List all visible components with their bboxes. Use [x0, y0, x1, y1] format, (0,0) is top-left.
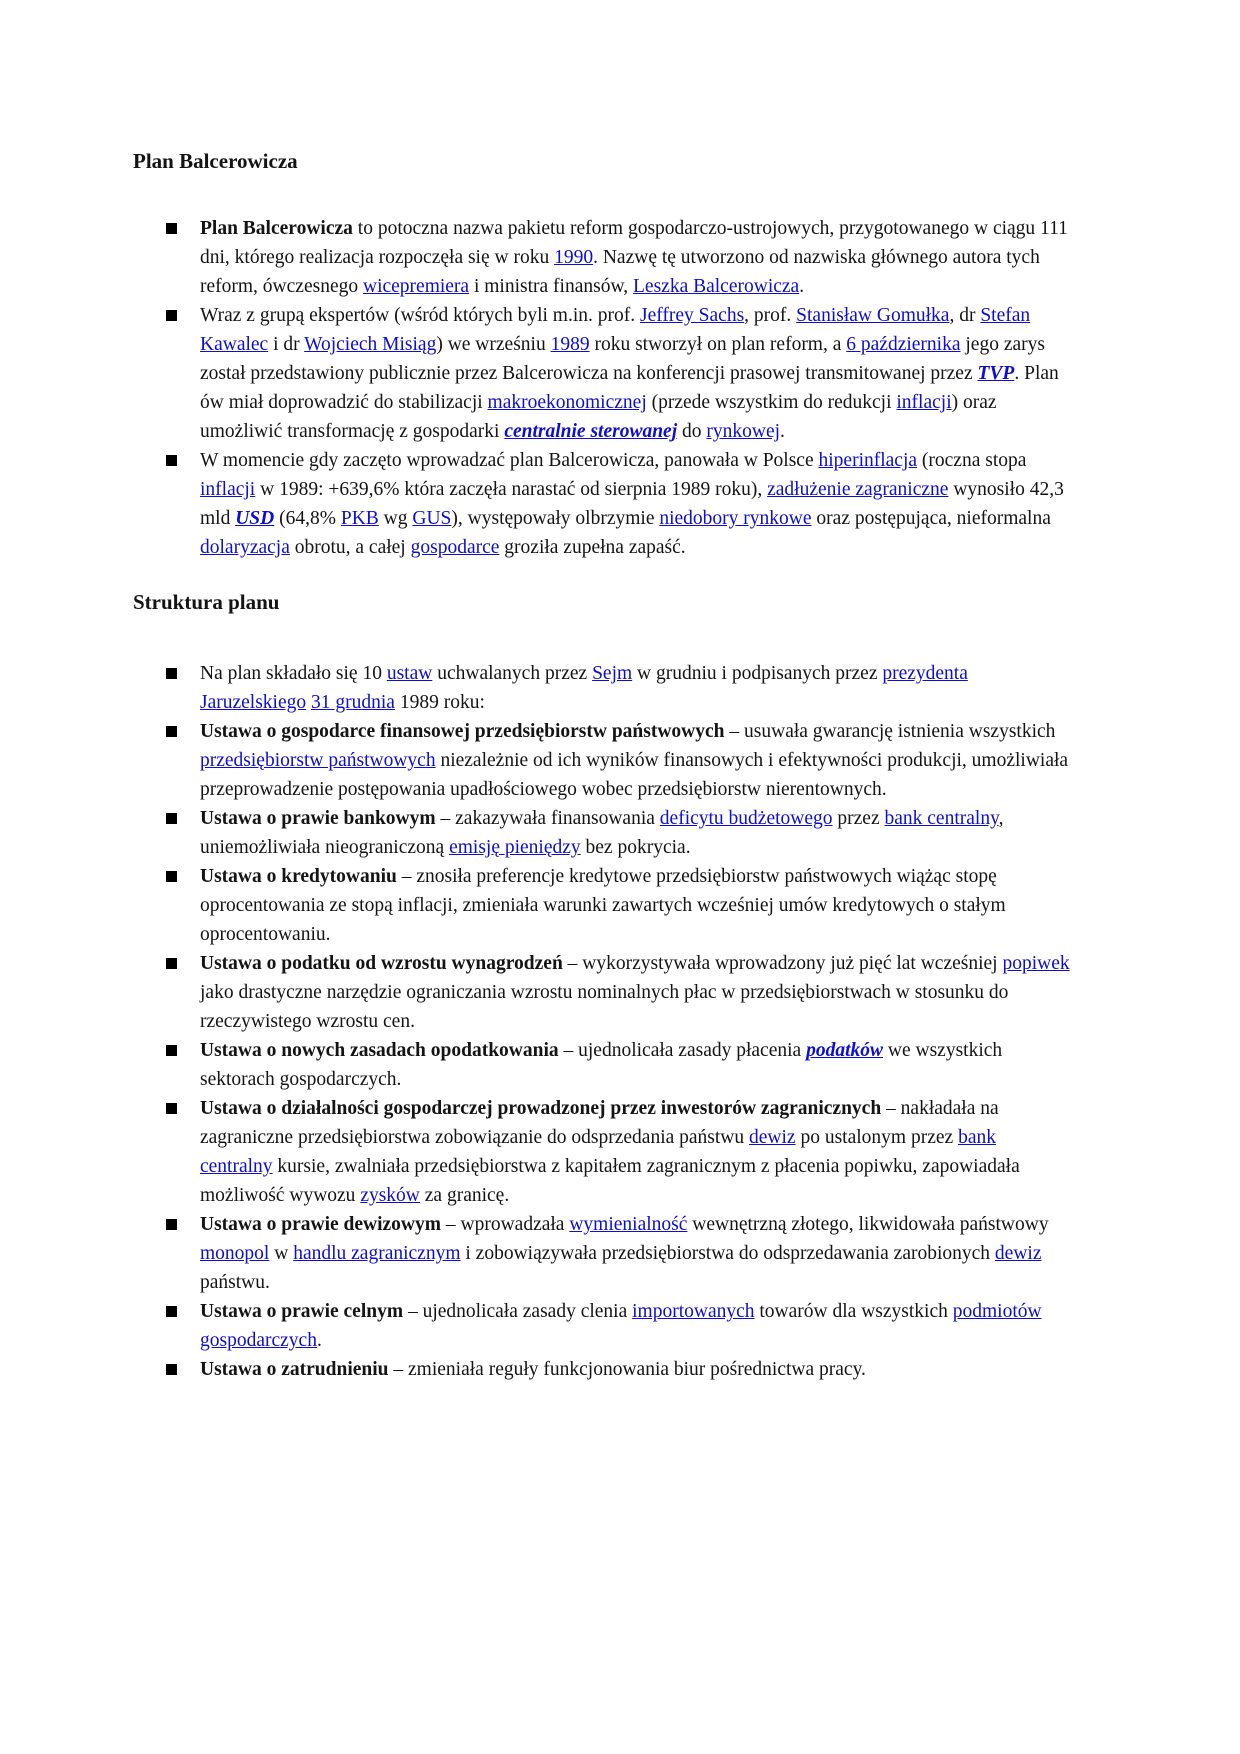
- hyperlink[interactable]: wymienialność: [569, 1214, 688, 1235]
- hyperlink[interactable]: GUS: [412, 508, 452, 529]
- hyperlink[interactable]: przedsiębiorstw państwowych: [200, 750, 436, 771]
- hyperlink[interactable]: rynkowej: [706, 421, 781, 442]
- text-segment: – wprowadzała: [441, 1214, 570, 1235]
- bullet-square-icon: [166, 1306, 177, 1317]
- text-segment: jako drastyczne narzędzie ograniczania wzrostu nominalnych płac w przedsiębiorstwach w stosunku do rzeczywistego wzrostu cen.: [200, 982, 1009, 1032]
- hyperlink[interactable]: dolaryzacja: [200, 537, 290, 558]
- text-segment: – wykorzystywała wprowadzony już pięć lat wcześniej: [562, 953, 1003, 974]
- hyperlink[interactable]: popiwek: [1002, 953, 1070, 974]
- list-item: [133, 1094, 1180, 1210]
- bullet-square-icon: [166, 1103, 177, 1114]
- bullet-list: [133, 214, 1180, 562]
- text-segment: niezależnie od ich wyników finansowych i efektywności produkcji, umożliwiała przeprowadzenie postępowania upadłościowego wobec przedsiębiorstw nierentownych.: [200, 750, 1069, 800]
- hyperlink[interactable]: 1989: [550, 334, 590, 355]
- bold-text: Ustawa o podatku od wzrostu wynagrodzeń: [200, 953, 563, 974]
- bullet-square-icon: [166, 310, 177, 321]
- text-segment: wg: [378, 508, 413, 529]
- hyperlink[interactable]: monopol: [200, 1243, 270, 1264]
- bold-text: Ustawa o działalności gospodarczej prowadzonej przez inwestorów zagranicznych: [200, 1098, 882, 1119]
- hyperlink[interactable]: 6 października: [846, 334, 961, 355]
- text-segment: Na plan składało się 10: [200, 663, 387, 684]
- hyperlink[interactable]: bank centralny: [884, 808, 999, 829]
- text-segment: – zmieniała reguły funkcjonowania biur pośrednictwa pracy.: [388, 1359, 866, 1380]
- text-segment: . Nazwę tę utworzono od nazwiska głównego autora tych reform, ówczesnego: [200, 247, 1040, 297]
- hyperlink[interactable]: dewiz: [749, 1127, 796, 1148]
- text-segment: i zobowiązywała przedsiębiorstwa do odsprzedawania zarobionych: [460, 1243, 995, 1264]
- hyperlink[interactable]: podatków: [806, 1040, 884, 1061]
- text-segment: oraz postępująca, nieformalna: [811, 508, 1051, 529]
- text-segment: do: [677, 421, 707, 442]
- text-segment: , dr: [949, 305, 981, 326]
- hyperlink[interactable]: Sejm: [592, 663, 633, 684]
- text-segment: .: [316, 1330, 322, 1351]
- hyperlink[interactable]: Jaruzelskiego: [200, 692, 307, 713]
- bullet-square-icon: [166, 1045, 177, 1056]
- hyperlink[interactable]: deficytu budżetowego: [659, 808, 833, 829]
- list-item-text: [200, 1210, 1070, 1297]
- text-segment: (roczna stopa: [917, 450, 1027, 471]
- bullet-square-icon: [166, 871, 177, 882]
- list-item-text: [200, 446, 1070, 562]
- bullet-square-icon: [166, 958, 177, 969]
- text-segment: 1989 roku:: [394, 692, 485, 713]
- hyperlink[interactable]: hiperinflacja: [818, 450, 918, 471]
- text-segment: – nakładała na zagraniczne przedsiębiorstwa zobowiązanie do odsprzedania państwu: [200, 1098, 999, 1148]
- bold-text: Ustawa o zatrudnieniu: [200, 1359, 389, 1380]
- text-segment: . Plan ów miał doprowadzić do stabilizacji: [200, 363, 1059, 413]
- hyperlink[interactable]: zysków: [360, 1185, 420, 1206]
- hyperlink[interactable]: dewiz: [994, 1243, 1042, 1264]
- hyperlink[interactable]: podmiotów gospodarczych: [200, 1301, 1042, 1351]
- bold-text: Ustawa o prawie bankowym: [200, 808, 436, 829]
- text-segment: – usuwała gwarancję istnienia wszystkich: [724, 721, 1056, 742]
- text-segment: – ujednolicała zasady clenia: [403, 1301, 633, 1322]
- text-segment: W momencie gdy zaczęto wprowadzać plan Balcerowicza, panowała w Polsce: [200, 450, 819, 471]
- bullet-square-icon: [166, 813, 177, 824]
- hyperlink[interactable]: makroekonomicznej: [487, 392, 647, 413]
- text-segment: (64,8%: [274, 508, 341, 529]
- list-item: [133, 804, 1180, 862]
- list-item-text: [200, 717, 1070, 804]
- hyperlink[interactable]: handlu zagranicznym: [293, 1243, 461, 1264]
- text-segment: – znosiła preferencje kredytowe przedsiębiorstw państwowych wiążąc stopę oprocentowania ze stopą inflacji, zmieniała warunki zawartych wcześniej umów kredytowych o stałym oprocentowaniu.: [200, 866, 1006, 945]
- text-segment: obrotu, a całej: [289, 537, 411, 558]
- text-segment: po ustalonym przez: [795, 1127, 959, 1148]
- hyperlink[interactable]: 31 grudnia: [311, 692, 395, 713]
- hyperlink[interactable]: inflacji: [200, 479, 256, 500]
- text-segment: .: [799, 276, 805, 297]
- list-item: [133, 659, 1180, 717]
- text-segment: (przede wszystkim do redukcji: [646, 392, 897, 413]
- hyperlink[interactable]: 1990: [554, 247, 594, 268]
- hyperlink[interactable]: inflacji: [896, 392, 952, 413]
- list-item: [133, 1210, 1180, 1297]
- bold-text: Ustawa o gospodarce finansowej przedsiębiorstw państwowych: [200, 721, 725, 742]
- text-segment: i dr: [268, 334, 305, 355]
- hyperlink[interactable]: prezydenta: [882, 663, 968, 684]
- bullet-square-icon: [166, 726, 177, 737]
- list-item: [133, 446, 1180, 562]
- list-item: [133, 1036, 1180, 1094]
- hyperlink[interactable]: gospodarce: [410, 537, 500, 558]
- text-segment: , uniemożliwiała nieograniczoną: [200, 808, 1004, 858]
- text-segment: ) we wrześniu: [436, 334, 551, 355]
- hyperlink[interactable]: wicepremiera: [362, 276, 470, 297]
- text-segment: to potoczna nazwa pakietu reform gospodarczo-ustrojowych, przygotowanego w ciągu 111 dni, którego realizacja rozpoczęła się w roku: [200, 218, 1068, 268]
- list-item: [133, 862, 1180, 949]
- text-segment: , prof.: [744, 305, 797, 326]
- list-item-text: [200, 949, 1070, 1036]
- list-item: [133, 301, 1180, 446]
- list-item-text: [200, 1036, 1070, 1094]
- list-item: [133, 717, 1180, 804]
- text-segment: państwu.: [200, 1272, 270, 1293]
- hyperlink[interactable]: bank centralny: [200, 1127, 996, 1177]
- list-item-text: [200, 659, 1070, 717]
- hyperlink[interactable]: ustaw: [386, 663, 433, 684]
- text-segment: przez: [832, 808, 885, 829]
- bullet-square-icon: [166, 1364, 177, 1375]
- hyperlink[interactable]: TVP: [977, 363, 1015, 384]
- hyperlink[interactable]: PKB: [340, 508, 379, 529]
- bold-text: Ustawa o nowych zasadach opodatkowania: [200, 1040, 559, 1061]
- hyperlink[interactable]: niedobory rynkowe: [659, 508, 812, 529]
- list-item: [133, 949, 1180, 1036]
- section-heading: Struktura planu: [133, 590, 280, 614]
- bullet-square-icon: [166, 668, 177, 679]
- page-title: Plan Balcerowicza: [133, 149, 298, 173]
- hyperlink[interactable]: Stanisław Gomułka: [796, 305, 950, 326]
- hyperlink[interactable]: Leszka Balcerowicza: [633, 276, 800, 297]
- hyperlink[interactable]: Stefan Kawalec: [200, 305, 1031, 355]
- text-segment: i ministra finansów,: [469, 276, 634, 297]
- text-segment: kursie, zwalniała przedsiębiorstwa z kapitałem zagranicznym z płacenia popiwku, zapowiadała możliwość wywozu: [200, 1156, 1020, 1206]
- hyperlink[interactable]: Wojciech Misiąg: [304, 334, 437, 355]
- bold-text: Ustawa o kredytowaniu: [200, 866, 397, 887]
- text-segment: – ujednolicała zasady płacenia: [558, 1040, 807, 1061]
- bold-text: Plan Balcerowicza: [200, 218, 353, 239]
- text-segment: roku stworzył on plan reform, a: [589, 334, 847, 355]
- bold-text: Ustawa o prawie celnym: [200, 1301, 404, 1322]
- text-segment: Wraz z grupą ekspertów (wśród których byli m.in. prof.: [200, 305, 641, 326]
- text-segment: groziła zupełna zapaść.: [499, 537, 686, 558]
- section-struktura-planu: [133, 591, 1180, 1384]
- text-segment: towarów dla wszystkich: [754, 1301, 953, 1322]
- list-item-text: [200, 214, 1070, 301]
- list-item-text: [200, 862, 1070, 949]
- section-plan-balcerowicza: [133, 150, 1180, 562]
- text-segment: jego zarys został przedstawiony publicznie przez Balcerowicza na konferencji prasowej transmitowanej przez: [200, 334, 1045, 384]
- hyperlink[interactable]: USD: [235, 508, 275, 529]
- hyperlink[interactable]: emisję pieniędzy: [449, 837, 581, 858]
- text-segment: wynosiło 42,3 mld: [200, 479, 1064, 529]
- bullet-square-icon: [166, 455, 177, 466]
- bullet-square-icon: [166, 223, 177, 234]
- bullet-list: [133, 659, 1180, 1384]
- bullet-square-icon: [166, 1219, 177, 1230]
- text-segment: uchwalanych przez: [432, 663, 593, 684]
- text-segment: bez pokrycia.: [580, 837, 691, 858]
- hyperlink[interactable]: Jeffrey Sachs: [640, 305, 745, 326]
- text-segment: w: [269, 1243, 294, 1264]
- hyperlink[interactable]: zadłużenie zagraniczne: [767, 479, 949, 500]
- hyperlink[interactable]: importowanych: [632, 1301, 755, 1322]
- list-item-text: [200, 1297, 1070, 1355]
- text-segment: .: [780, 421, 785, 442]
- text-segment: ), występowały olbrzymie: [451, 508, 660, 529]
- list-item-text: [200, 804, 1070, 862]
- text-segment: we wszystkich sektorach gospodarczych.: [200, 1040, 1003, 1090]
- text-segment: w 1989: +639,6% która zaczęła narastać od sierpnia 1989 roku),: [255, 479, 768, 500]
- text-segment: w grudniu i podpisanych przez: [632, 663, 883, 684]
- list-item-text: [200, 301, 1070, 446]
- text-segment: wewnętrzną złotego, likwidowała państwowy: [687, 1214, 1049, 1235]
- text-segment: za granicę.: [419, 1185, 510, 1206]
- bold-text: Ustawa o prawie dewizowym: [200, 1214, 442, 1235]
- list-item: [133, 214, 1180, 301]
- hyperlink[interactable]: centralnie sterowanej: [504, 421, 678, 442]
- list-item-text: [200, 1355, 1070, 1384]
- list-item: [133, 1355, 1180, 1384]
- text-segment: – zakazywała finansowania: [435, 808, 660, 829]
- list-item-text: [200, 1094, 1070, 1210]
- text-segment: ) oraz umożliwić transformację z gospodarki: [200, 392, 997, 442]
- list-item: [133, 1297, 1180, 1355]
